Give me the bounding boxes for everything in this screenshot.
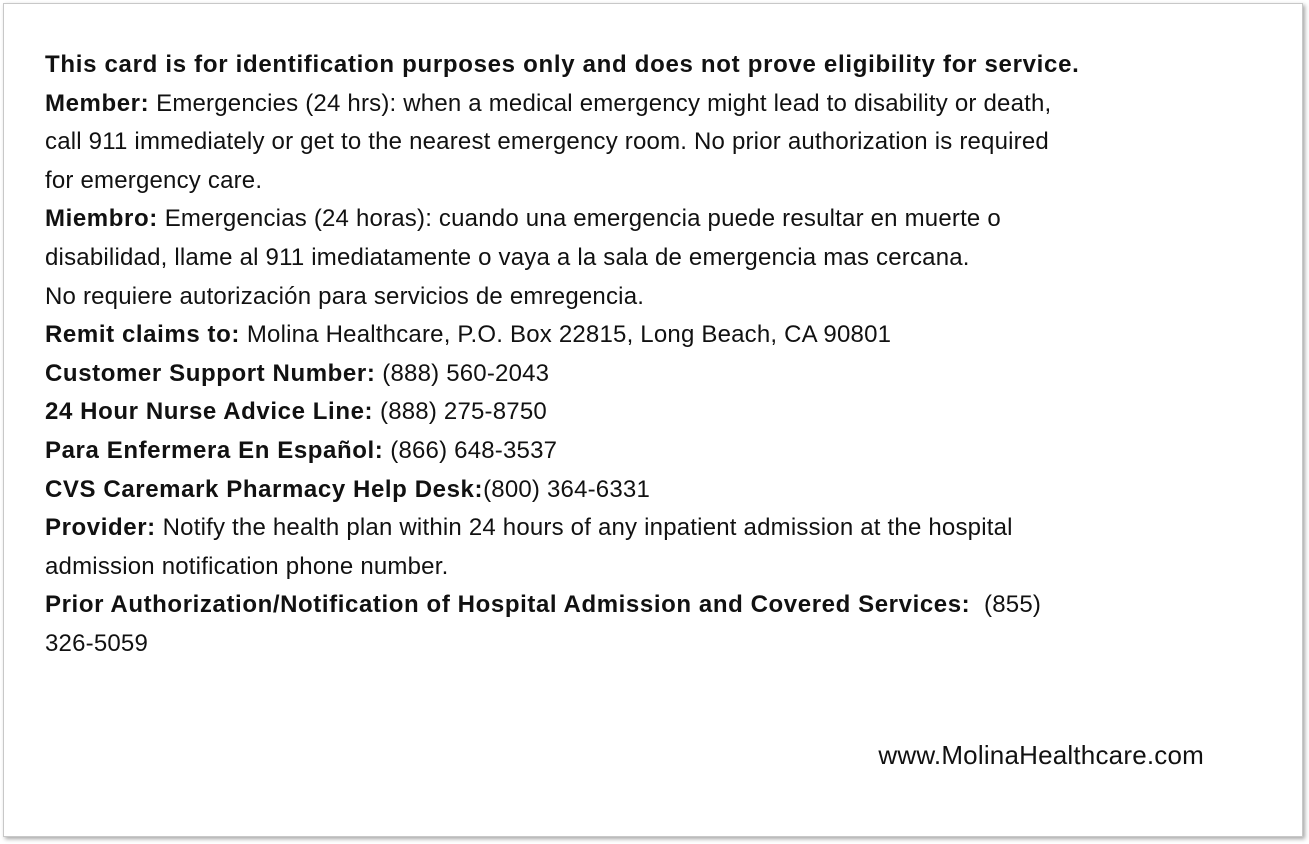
miembro-text-line2: disabilidad, llame al 911 imediatamente o vaya a la sala de emergencia mas cercana. — [45, 243, 970, 271]
enfermera-label: Para Enfermera En Español: — [45, 436, 384, 464]
member-text-line1: Emergencies (24 hrs): when a medical emergency might lead to disability or death, — [156, 89, 1052, 117]
provider-section — [45, 509, 1220, 586]
nurse-line — [45, 393, 1220, 432]
member-text-line3: for emergency care. — [45, 166, 263, 194]
remit-claims-address: Molina Healthcare, P.O. Box 22815, Long Beach, CA 90801 — [246, 321, 892, 349]
card-content — [45, 46, 1220, 664]
prior-auth-phone-part1: (855) — [984, 591, 1042, 619]
disclaimer-text: This card is for identification purposes only and does not prove eligibility for service. — [45, 51, 1080, 78]
miembro-label: Miembro: — [45, 205, 158, 233]
enfermera-line — [45, 432, 1220, 471]
nurse-line-phone: (888) 275-8750 — [380, 398, 547, 426]
website-url: www.MolinaHealthcare.com — [878, 740, 1204, 770]
miembro-text-line1: Emergencias (24 horas): cuando una emergencia puede resultar en muerte o — [164, 205, 1001, 233]
member-label: Member: — [45, 89, 150, 117]
prior-auth-label: Prior Authorization/Notification of Hospital Admission and Covered Services: — [45, 591, 971, 619]
enfermera-phone: (866) 648-3537 — [390, 436, 558, 464]
remit-claims-label: Remit claims to: — [45, 321, 240, 349]
disclaimer-line — [45, 46, 1220, 85]
customer-support-phone: (888) 560-2043 — [382, 359, 550, 387]
remit-claims-line — [45, 316, 1220, 355]
nurse-line-label: 24 Hour Nurse Advice Line: — [45, 398, 374, 426]
pharmacy-label: CVS Caremark Pharmacy Help Desk: — [45, 475, 484, 503]
miembro-text-line3: No requiere autorización para servicios de emregencia. — [45, 282, 645, 310]
id-card-back — [3, 3, 1303, 837]
prior-auth-section — [45, 586, 1220, 663]
pharmacy-line — [45, 471, 1220, 510]
customer-support-line — [45, 355, 1220, 394]
member-section — [45, 85, 1220, 201]
customer-support-label: Customer Support Number: — [45, 359, 376, 387]
provider-label: Provider: — [45, 514, 156, 542]
provider-text-line1: Notify the health plan within 24 hours of any inpatient admission at the hospital — [162, 514, 1013, 542]
miembro-section — [45, 200, 1220, 316]
pharmacy-phone: (800) 364-6331 — [483, 475, 650, 503]
provider-text-line2: admission notification phone number. — [45, 552, 449, 580]
prior-auth-phone-part2: 326-5059 — [45, 629, 149, 657]
member-text-line2: call 911 immediately or get to the nearest emergency room. No prior authorization is required — [45, 128, 1049, 156]
